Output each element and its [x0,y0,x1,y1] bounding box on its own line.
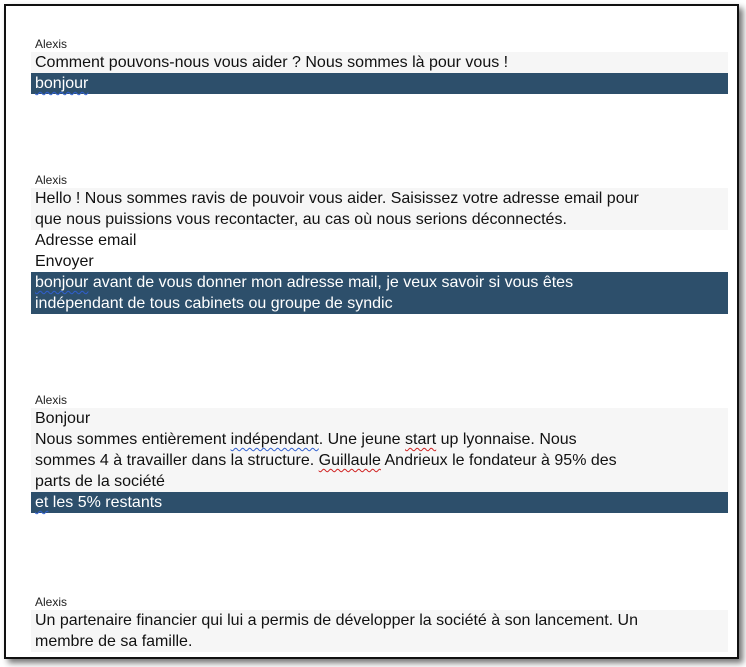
sender-name: Alexis [35,393,68,407]
sender-name: Alexis [35,37,68,51]
bot-message-text: . Une jeune [318,431,406,448]
spellcheck-flagged-word: et [35,494,49,511]
user-message-text: avant de vous donner mon adresse mail, je veux savoir si vous êtes [88,274,574,291]
bot-message-line: parts de la société [35,473,165,490]
send-button[interactable]: Envoyer [35,253,94,270]
user-message-line: indépendant de tous cabinets ou groupe de syndic [35,295,393,312]
spellcheck-flagged-word: start [405,431,437,448]
bot-message-line: que nous puissions vous recontacter, au cas où nous serions déconnectés. [35,211,567,228]
bot-message-text: Andrieux le fondateur à 95% des [380,452,617,469]
message-group-3 [31,392,728,513]
message-group-4 [31,594,728,652]
bot-message-text: up lyonnaise. Nous [436,431,577,448]
bot-message-line: membre de sa famille. [35,633,193,650]
bot-message-text: sommes 4 à travailler dans la structure. [35,452,319,469]
sender-name: Alexis [35,595,68,609]
user-message-line: bonjour [35,75,89,92]
bot-message-line: Comment pouvons-nous vous aider ? Nous sommes là pour vous ! [35,54,509,71]
bot-message-line: Un partenaire financier qui lui a permis de développer la société à son lancement. Un [35,612,639,629]
bot-message-line [35,429,724,450]
user-message [31,73,728,94]
chat-transcript-frame [4,4,739,659]
bot-message [31,188,728,230]
bot-message [31,610,728,652]
user-message-text: les 5% restants [48,494,163,511]
bot-message-line: Hello ! Nous sommes ravis de pouvoir vous aider. Saisissez votre adresse email pour [35,190,639,207]
spellcheck-flagged-word: Guillaule [318,452,381,469]
email-field-label[interactable]: Adresse email [35,232,137,249]
bot-message-line [35,450,724,471]
spellcheck-flagged-word: indépendant [230,431,319,448]
user-message [31,272,728,314]
spellcheck-flagged-word: bonjour [35,274,89,291]
user-message [31,492,728,513]
bot-message [31,408,728,492]
user-message-line [35,272,724,293]
message-group-2 [31,172,728,314]
bot-message-line: Bonjour [35,410,91,427]
bot-message [31,52,728,73]
sender-name: Alexis [35,173,68,187]
message-group-1 [31,36,728,94]
bot-message-text: Nous sommes entièrement [35,431,231,448]
user-message-line [35,492,724,513]
